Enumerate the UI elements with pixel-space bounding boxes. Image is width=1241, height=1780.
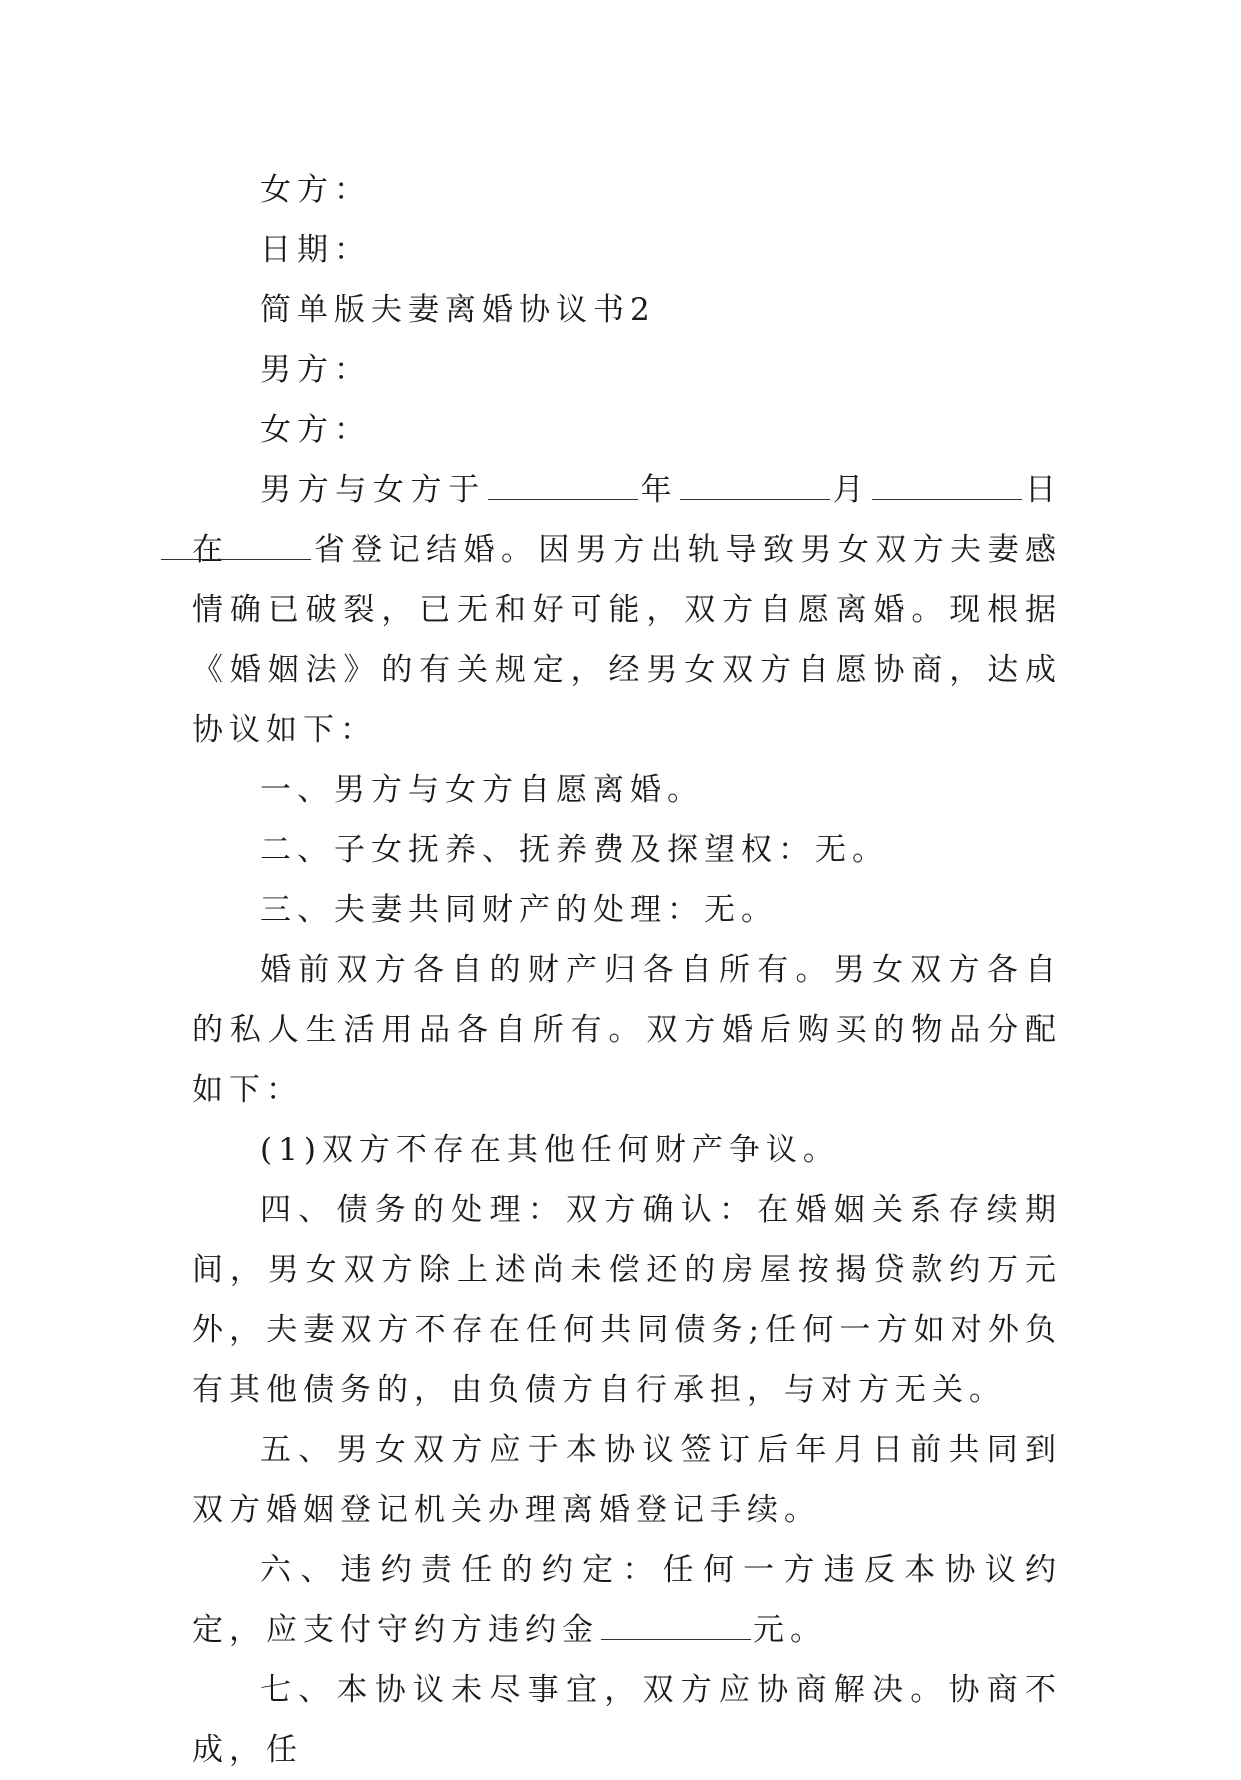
line-male: 男方： [260, 352, 371, 388]
marriage-paragraph [192, 460, 1062, 760]
clause-2: 二、子女抚养、抚养费及探望权：无。 [260, 832, 889, 868]
clause-6 [192, 1540, 1062, 1660]
line-female: 女方： [260, 172, 371, 208]
clause-5: 五、男女双方应于本协议签订后年月日前共同到双方婚姻登记机关办理离婚登记手续。 [192, 1432, 1062, 1528]
penalty-unit: 元。 [753, 1612, 827, 1648]
line-female-2: 女方： [260, 412, 371, 448]
property-item-1: (1)双方不存在其他任何财产争议。 [260, 1132, 840, 1168]
penalty-text: 六、违约责任的约定：任何一方违反本协议约定，应支付守约方违约金 [192, 1552, 1062, 1648]
clause-3: 三、夫妻共同财产的处理：无。 [260, 892, 778, 928]
penalty-blank [601, 1617, 751, 1640]
day-label: 日在 [192, 472, 1063, 568]
clause-1: 一、男方与女方自愿离婚。 [260, 772, 704, 808]
year-label: 年 [639, 472, 679, 508]
province-blank [161, 537, 311, 560]
clause-4: 四、债务的处理：双方确认：在婚姻关系存续期间，男女双方除上述尚未偿还的房屋按揭贷款约万元外，夫妻双方不存在任何共同债务;任何一方如对外负有其他债务的，由负债方自行承担，与对方无关。 [192, 1192, 1062, 1408]
document-title: 简单版夫妻离婚协议书2 [260, 292, 656, 328]
marriage-body: 省登记结婚。因男方出轨导致男女双方夫妻感情确已破裂，已无和好可能，双方自愿离婚。现根据《婚姻法》的有关规定，经男女双方自愿协商，达成协议如下： [192, 532, 1063, 748]
month-label: 月 [832, 472, 871, 508]
month-blank [680, 477, 830, 500]
day-blank [872, 477, 1022, 500]
document-body [192, 160, 1062, 1780]
property-paragraph: 婚前双方各自的财产归各自所有。男女双方各自的私人生活用品各自所有。双方婚后购买的物品分配如下： [192, 952, 1062, 1108]
year-blank [488, 477, 638, 500]
marriage-intro: 男方与女方于 [260, 472, 486, 508]
clause-7: 七、本协议未尽事宜，双方应协商解决。协商不成，任 [192, 1672, 1062, 1768]
line-date: 日期： [260, 232, 371, 268]
